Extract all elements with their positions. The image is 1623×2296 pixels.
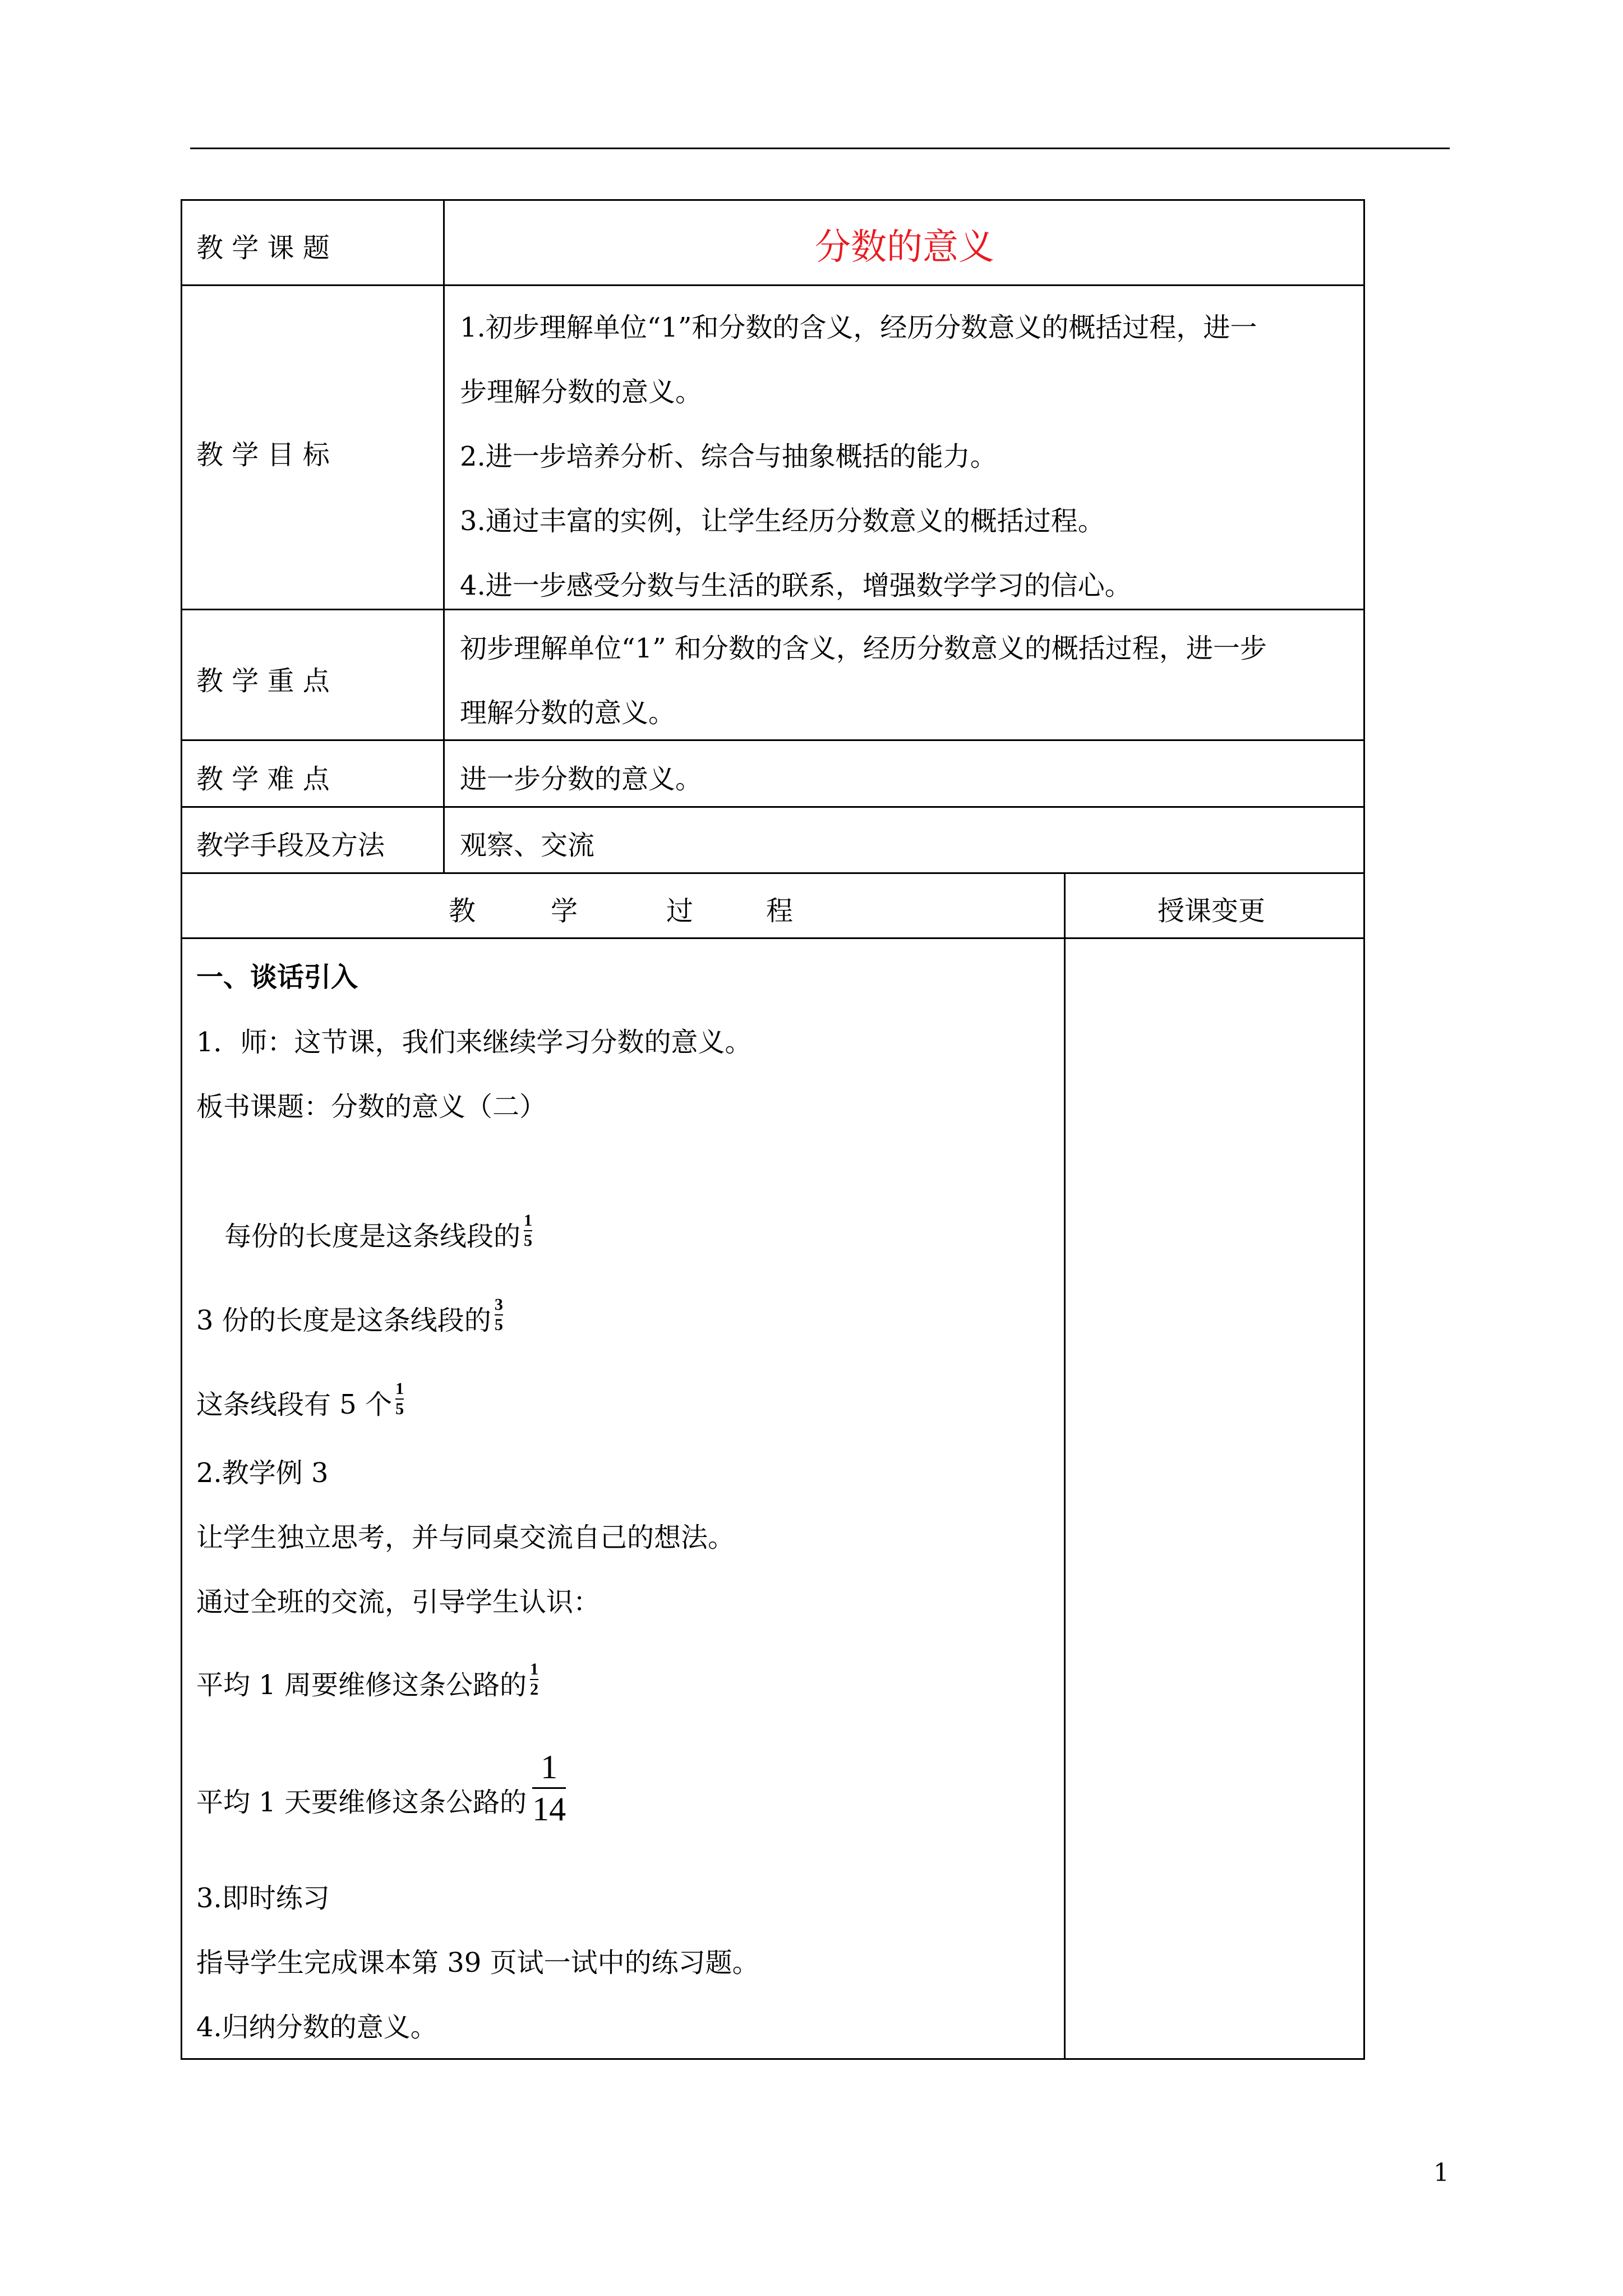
process-line: 1．师：这节课，我们来继续学习分数的意义。 [196, 1027, 752, 1058]
goal-line: 1.初步理解单位“1”和分数的含义，经历分数意义的概括过程，进一 [460, 312, 1257, 343]
fraction: $\frac{1}{14}$ [532, 1749, 566, 1828]
process-line: 指导学生完成课本第 39 页试一试中的练习题。 [196, 1947, 759, 1978]
process-line-with-fraction: 平均 1 天要维修这条公路的 $\frac{1}{14}$ [196, 1749, 566, 1828]
key-point-line: 理解分数的意义。 [460, 697, 676, 729]
fraction: $\frac{1}{5}$ [395, 1379, 404, 1418]
difficulty-text: 进一步分数的意义。 [460, 763, 703, 795]
fraction: $\frac{1}{5}$ [524, 1211, 533, 1250]
lesson-plan-table [181, 199, 1365, 2060]
difficulty-label: 教 学 难 点 [196, 763, 330, 795]
goal-line: 步理解分数的意义。 [460, 376, 703, 408]
process-line: 板书课题：分数的意义（二） [196, 1091, 547, 1122]
method-label: 教学手段及方法 [196, 830, 385, 861]
key-points-label: 教 学 重 点 [196, 665, 330, 697]
process-header-char: 过 [666, 895, 694, 927]
key-point-line: 初步理解单位“1” 和分数的含义，经历分数意义的概括过程，进一步 [460, 633, 1267, 664]
fraction: $\frac{1}{2}$ [530, 1659, 539, 1699]
topic-label: 教 学 课 题 [196, 232, 330, 264]
process-line-with-fraction: 平均 1 周要维修这条公路的 $\frac{1}{2}$ [196, 1659, 539, 1701]
fraction: $\frac{3}{5}$ [494, 1295, 503, 1334]
process-line-with-fraction: 这条线段有 5 个 $\frac{1}{5}$ [196, 1379, 404, 1420]
page-number: 1 [1433, 2159, 1449, 2187]
process-line: 2.教学例 3 [196, 1457, 329, 1489]
goal-line: 3.通过丰富的实例，让学生经历分数意义的概括过程。 [460, 505, 1105, 537]
process-line: 4.归纳分数的意义。 [196, 2012, 437, 2043]
goals-label: 教 学 目 标 [196, 439, 330, 471]
process-header-char: 教 [449, 895, 476, 927]
process-line: 3.即时练习 [196, 1883, 330, 1914]
process-header-char: 学 [551, 895, 578, 927]
lesson-title: 分数的意义 [815, 227, 994, 268]
header-rule [190, 148, 1450, 149]
process-line-with-fraction: 3 份的长度是这条线段的 $\frac{3}{5}$ [196, 1295, 503, 1336]
process-line: 通过全班的交流，引导学生认识： [196, 1586, 601, 1618]
process-line-with-fraction: 每份的长度是这条线段的 $\frac{1}{5}$ [224, 1211, 533, 1252]
goal-line: 2.进一步培养分析、综合与抽象概括的能力。 [460, 441, 997, 472]
goal-line: 4.进一步感受分数与生活的联系，增强数学学习的信心。 [460, 570, 1132, 601]
process-header-char: 程 [766, 895, 794, 927]
method-text: 观察、交流 [460, 830, 595, 861]
section-heading: 一、谈话引入 [196, 961, 358, 993]
process-line: 让学生独立思考，并与同桌交流自己的想法。 [196, 1522, 735, 1553]
changes-header: 授课变更 [1158, 895, 1266, 927]
